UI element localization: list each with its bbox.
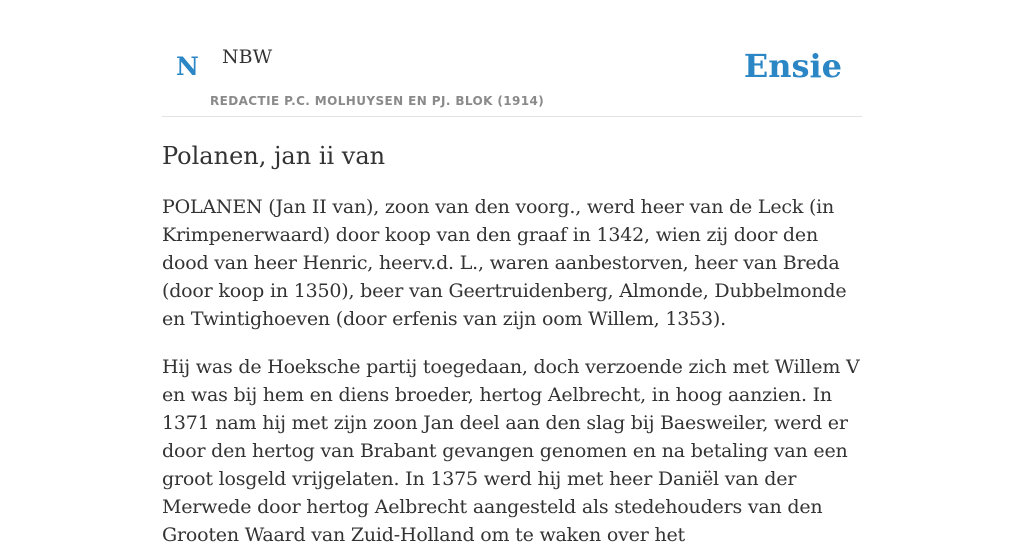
ensie-logo-link[interactable]: Ensie [743, 47, 842, 85]
article-title: Polanen, jan ii van [162, 142, 386, 170]
article-body [162, 193, 862, 549]
article-paragraph: Hij was de Hoeksche partij toegedaan, doch verzoende zich met Willem V en was bij hem en diens broeder, hertog Aelbrecht, in hoog aanzien. In 1371 nam hij met zijn zoon Jan deel aan den slag bij Baesweiler, werd er door den hertog van Brabant gevangen genomen en na betaling van een groot losgeld vrijgelaten. In 1375 werd hij met heer Daniël van der Merwede door hertog Aelbrecht aangesteld als stedehouders van den Grooten Waard van Zuid-Holland om te waken over het [162, 356, 860, 546]
source-name[interactable]: NBW [222, 46, 273, 68]
source-subtitle: REDACTIE P.C. MOLHUYSEN EN PJ. BLOK (1914) [210, 94, 545, 108]
article-paragraph: POLANEN (Jan II van), zoon van den voorg., werd heer van de Leck (in Krimpenerwaard) door koop van den graaf in 1342, wien zij door den dood van heer Henric, heerv.d. L., waren aanbestorven, heer van Breda (door koop in 1350), beer van Geertruidenberg, Almonde, Dubbelmonde en Twintighoeven (door erfenis van zijn oom Willem, 1353). [162, 196, 847, 330]
source-logo: N [176, 52, 199, 81]
source-header [162, 0, 862, 117]
article-container [162, 0, 862, 549]
